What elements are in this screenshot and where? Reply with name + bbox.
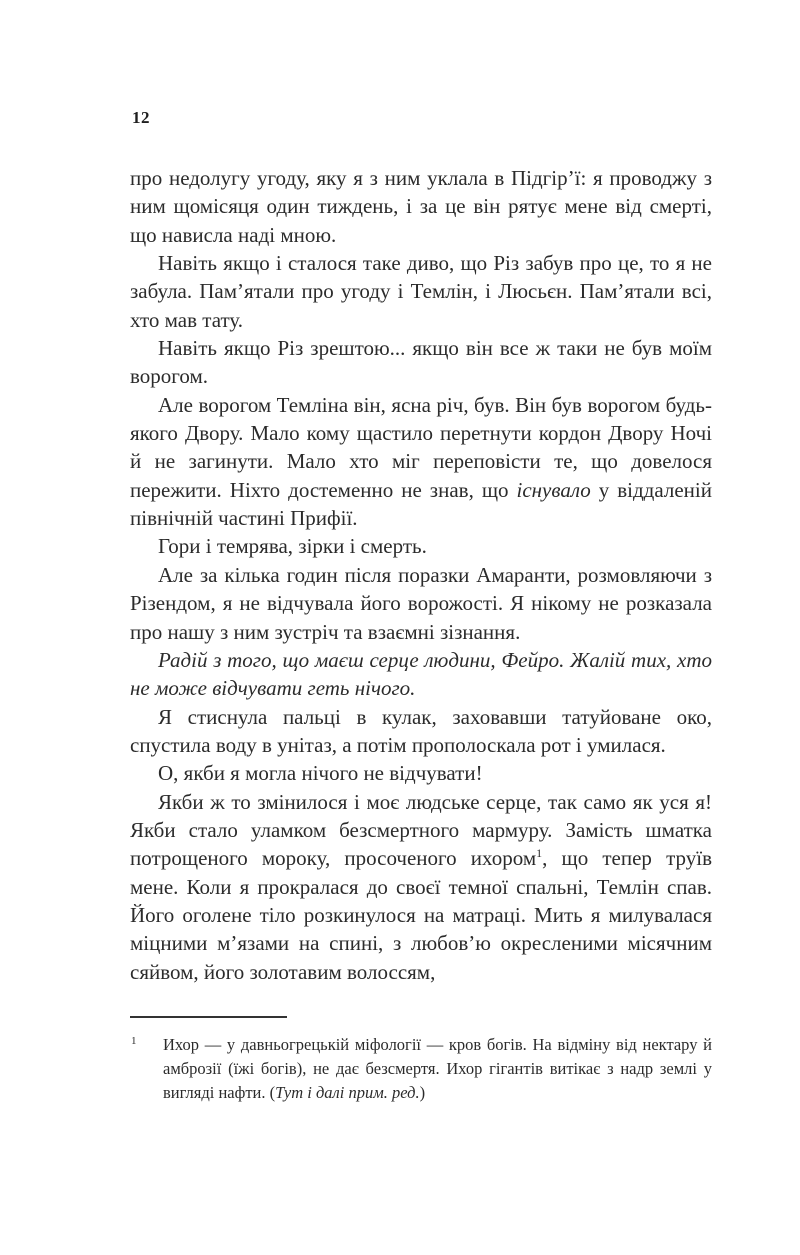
paragraph xyxy=(130,646,712,703)
text-run: Але за кілька годин після поразки Амаранти, розмовляючи з Різендом, я не відчувала його ворожості. Я нікому не розказала про нашу з ним зустріч та взаємні зізнання. xyxy=(130,562,712,644)
footnote-rule xyxy=(130,1016,287,1018)
paragraph xyxy=(130,391,712,533)
italic-text-run: Тут і далі прим. ред. xyxy=(275,1083,420,1102)
text-run: Навіть якщо і сталося таке диво, що Різ забув про це, то я не забула. Пам’ятали про угоду і Темлін, і Люсьєн. Пам’ятали всі, хто мав тату. xyxy=(130,251,712,332)
paragraph xyxy=(130,164,712,249)
page-number: 12 xyxy=(132,108,150,127)
paragraph xyxy=(130,788,712,986)
paragraph xyxy=(130,561,712,646)
text-run: О, якби я могла нічого не відчувати! xyxy=(158,761,483,786)
text-run: Якби ж то змінилося і моє людське серце, так само як уся я! Якби стало уламком безсмертного мармуру. Замість шматка потрощеного мороку, просоченого ихором xyxy=(130,789,712,871)
text-run: Радій з того, що маєш серце людини, Фейро. Жалій тих, хто не може відчувати геть нічого. xyxy=(130,647,712,701)
text-run: Гори і темрява, зірки і смерть. xyxy=(158,534,427,559)
paragraph xyxy=(130,334,712,391)
text-run: у віддаленій північній частині Прифії. xyxy=(130,477,712,531)
footnote-marker: 1 xyxy=(131,1035,137,1047)
italic-text-run: існувало xyxy=(516,477,591,502)
paragraph xyxy=(130,532,712,560)
paragraph xyxy=(130,703,712,760)
text-run: про недолугу угоду, яку я з ним уклала в Підгір’ї: я проводжу з ним щомісяця один тиждень, і за це він рятує мене від смерті, що нависла наді мною. xyxy=(130,166,712,247)
paragraph xyxy=(130,759,712,787)
paragraph xyxy=(130,249,712,334)
text-run: Навіть якщо Різ зрештою... якщо він все ж таки не був моїм ворогом. xyxy=(130,336,712,389)
footnote xyxy=(130,1016,712,1105)
text-run: Але ворогом Темліна він, ясна річ, був. Він був ворогом будь-якого Двору. Мало кому щастило перетнути кордон Двору Ночі й не загинути. Мало хто міг переповісти те, що довелося пережити. Ніхто достеменно не знав, що xyxy=(130,392,712,502)
text-run: , що тепер труїв мене. Коли я прокралася до своєї темної спальні, Темлін спав. Його оголене тіло розкинулося на матраці. Мить я милувалася міцними м’язами на спині, з любов’ю окресленими місячним сяйвом, його золотавим волоссям, xyxy=(130,846,712,984)
footnote-text xyxy=(163,1035,712,1102)
text-run: Ихор — у давньогрецькій міфології — кров богів. На відміну від нектару й амброзії (їжі богів), не дає безсмертя. Ихор гігантів витікає з надр землі у вигляді нафти. ( xyxy=(163,1035,712,1102)
footnote-body xyxy=(130,1033,712,1105)
text-run: ) xyxy=(419,1083,426,1102)
body-text xyxy=(130,164,712,986)
text-run: Я стиснула пальці в кулак, заховавши татуйоване око, спустила воду в унітаз, а потім прополоскала рот і умилася. xyxy=(130,704,712,757)
footnote-ref: 1 xyxy=(536,846,543,861)
